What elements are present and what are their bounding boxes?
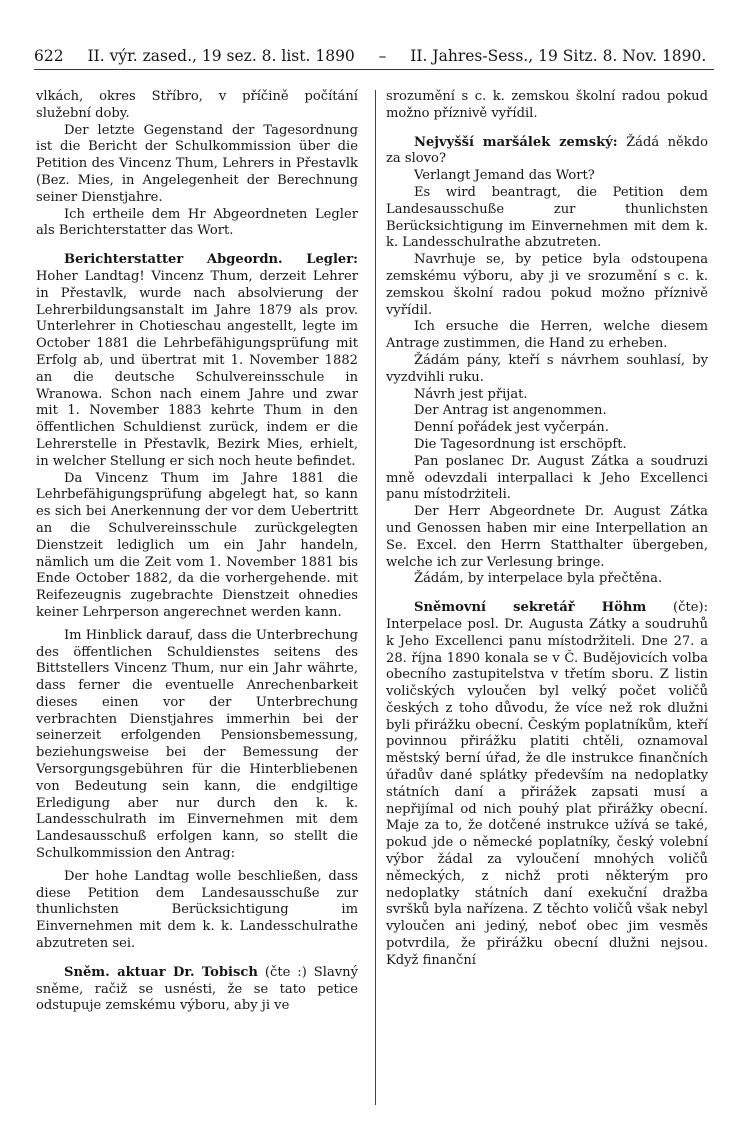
header-dash: – [378,47,387,65]
paragraph: srozumění s c. k. zemskou školní radou pokud možno příznivě vyřídil. [386,89,708,121]
paragraph: Der Antrag ist angenommen. [414,403,607,419]
paragraph: vlkách, okres Stříbro, v příčině počítání služební doby. [36,89,358,121]
header-session-czech: II. výr. zased., 19 sez. 8. list. 1890 [87,47,355,65]
paragraph: Ich ersuche die Herren, welche diesem Antrage zustimmen, die Hand zu erheben. [386,319,708,352]
paragraph: Žádám, by interpelace byla přečtěna. [414,571,663,587]
paragraph: Verlangt Jemand das Wort? [414,168,595,184]
speaker-name: Sněmovní sekretář Höhm [414,600,647,616]
paragraph: Im Hinblick darauf, dass die Unterbrechung des öffentlichen Schuldienstes seitens des Bittstellers Vincenz Thum, nur ein Jahr währte, dass ferner die eventuelle Anrechenbarkeit dieses einen vor der Unterbrechung verbrachten Dienstjahres immerhin bei der seinerzeit erfolgenden Pensionsbemessung, beziehungsweise bei der Bemessung der Versorgungsgebühren für die Hinterbliebenen von Bedeutung sein kann, die endgiltige Erledigung aber nur durch den k. k. Landesschulrath im Einvernehmen mit dem Landesausschuß erfolgen kann, so stellt die Schulkommission den Antrag: [36,627,358,862]
paragraph: Da Vincenz Thum im Jahre 1881 die Lehrbefähigungsprüfung abgelegt hat, so kann es sich bei Anerkennung der vor dem Uebertritt an die Schulvereinsschule zurückgelegten Dienstzeit lediglich um ein Jahr handeln, nämlich um die Zeit vom 1. November 1881 bis Ende October 1882, da die vorhergehende. mit Reifezeugnis zugebrachte Dienstzeit ohnedies keiner Lehrperson angerechnet werden kann. [36,470,358,620]
paragraph: Návrh jest přijat. [414,386,528,402]
right-column [386,89,708,970]
speaker-name: Nejvyšší maršálek zemský: [414,134,618,150]
paragraph: Ich ertheile dem Hr Abgeordneten Legler als Berichterstatter das Wort. [36,206,358,239]
column-divider [375,90,376,1105]
speaker-name: Sněm. aktuar Dr. Tobisch [64,964,258,980]
page-header [34,47,714,65]
paragraph: Der Herr Abgeordnete Dr. August Zátka und Genossen haben mir eine Interpellation an Se. Excel. den Herrn Statthalter übergeben, welche ich zur Verlesung bringe. [386,504,708,570]
speaker-name: Berichterstatter Abgeordn. Legler: [64,252,358,268]
paragraph: Die Tagesordnung ist erschöpft. [414,436,627,452]
speech-paragraph [36,252,358,470]
paragraph: Navrhuje se, by petice byla odstoupena zemskému výboru, aby ji ve srozumění s c. k. zemskou školní radou pokud možno příznivě vyřídil. [386,252,708,318]
speech-text: (čte): Interpelace posl. Dr. Augusta Zátky a soudruhů k Jeho Excellenci panu místodržiteli. Dne 27. a 28. října 1890 konala se v Č. Budějovicích volba obecního zastupitelstva v třetím sboru. Z listin voličských vyloučen byl velký počet voličů českých z toho důvodu, že více než rok dlužni byli přirážku obecní. Českým poplatníkům, kteří povinnou přirážku platiti chtěli, oznamoval městský berní úřad, že dle instrukce finančních úřadův dané splátky především na nedoplatky státních daní a přirážek zapsati musí a nepřijímal od nich pouhý plat přirážky obecní. Maje za to, že dotčené instrukce užívá se také, pokud jde o německé poplatníky, český volební výbor žádal za vyloučení mnohých voličů německých, z nichž proti některým pro nedoplatky státních daní exekuční dražba svršků byla nařízena. Z těchto voličů však nebyl vyloučen ani jediný, neboť obec jim vesměs potvrdila, že přirážku obecní dlužni nejsou. Když finanční [386,600,709,968]
header-session-german: II. Jahres-Sess., 19 Sitz. 8. Nov. 1890. [410,47,707,65]
paragraph: Žádám pány, kteří s návrhem souhlasí, by vyzdvihli ruku. [386,352,708,385]
paragraph: Der letzte Gegenstand der Tagesordnung ist die Bericht der Schulkommission über die Petition des Vincenz Thum, Lehrers in Přestavlk (Bez. Mies, in Angelegenheit der Berechnung seiner Dienstjahre. [36,122,358,205]
speech-paragraph [386,600,708,970]
speech-paragraph [36,965,358,1015]
speech-text: (čte :) Slavný sněme, račiž se usnésti, že se tato petice odstupuje zemskému výboru, aby ji ve [36,964,358,1014]
speech-paragraph [386,135,708,169]
speech-text: Žádá někdo za slovo? [386,134,708,167]
paragraph: Denní pořádek jest vyčerpán. [414,420,609,436]
paragraph: Es wird beantragt, die Petition dem Landesausschuße zur thunlichsten Berücksichtigung im Einvernehmen mit dem k. k. Landesschulrathe abzutreten. [386,184,708,251]
page-number: 622 [34,47,64,65]
paragraph: Pan poslanec Dr. August Zátka a soudruzi mně odevzdali interpallaci k Jeho Excellenci panu místodrżiteli. [386,453,708,503]
paragraph: Der hohe Landtag wolle beschließen, dass diese Petition dem Landesausschuße zur thunlichsten Berücksichtigung im Einvernehmen mit dem k. k. Landesschulrathe abzutreten sei. [36,868,358,952]
header-rule [34,69,714,70]
speech-text: Hoher Landtag! Vincenz Thum, derzeit Lehrer in Přestavlk, wurde nach absolvierung der Lehrerbildungsanstalt im Jahre 1879 als prov. Unterlehrer in Chotieschau angestellt, legte im October 1881 die Lehrbefähigungsprüfung mit Erfolg ab, und übertrat mit 1. November 1882 an die deutsche Schulvereinsschule in Wranowa. Schon nach einem Jahre und zwar mit 1. November 1883 kehrte Thum in den öffentlichen Schuldienst zurück, indem er die Lehrerstelle in Přestavlk, Bezirk Mies, erhielt, in welcher Stellung er sich noch heute befindet. [36,268,358,469]
left-column [36,89,358,1015]
